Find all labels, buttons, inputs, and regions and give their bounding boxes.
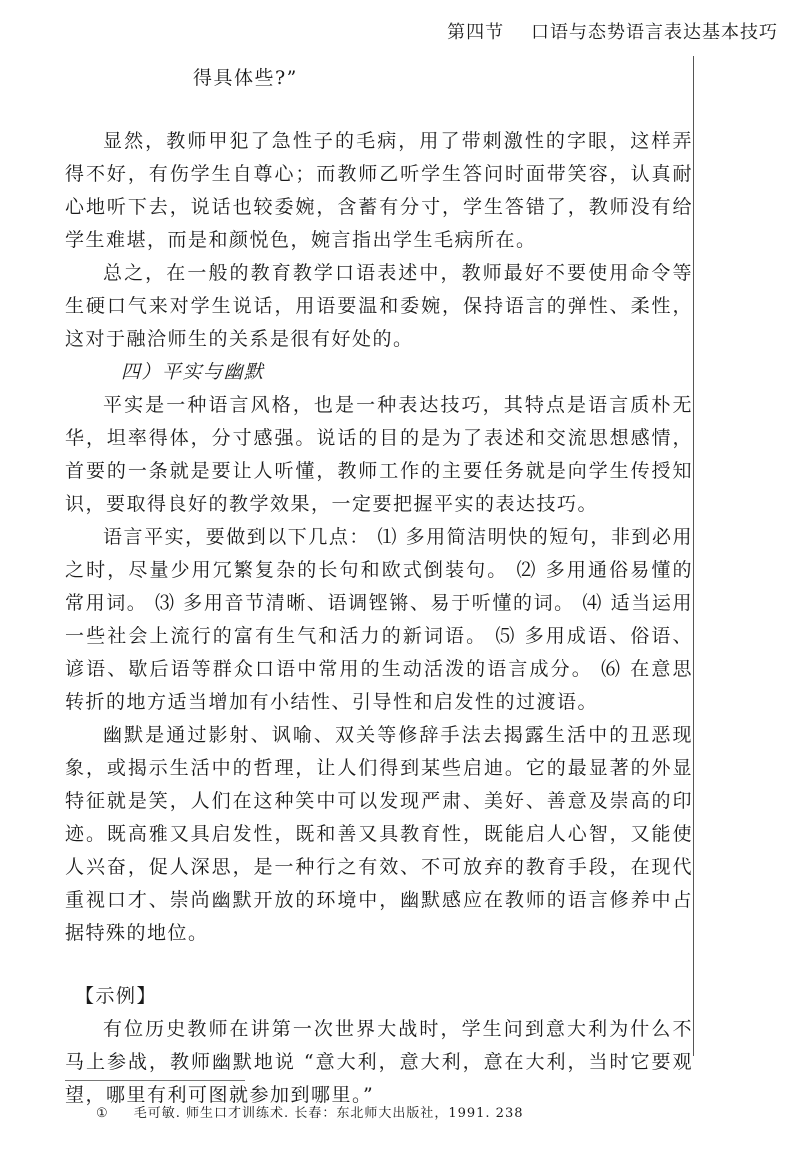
paragraph: 平实是一种语言风格，也是一种表达技巧，其特点是语言质朴无华，坦率得体，分寸感强。说话的目的是为了表述和交流思想感情，首要的一条就是要让人听懂，教师工作的主要任务就是向学生传授知识，要取得良好的教学效果，一定要把握平实的表达技巧。 xyxy=(65,394,693,515)
example-label: 【示例】 xyxy=(75,985,158,1007)
section-subheading: 四）平实与幽默 xyxy=(121,361,265,383)
spacer xyxy=(65,95,693,125)
header-title: 口语与态势语言表达基本技巧 xyxy=(531,22,778,43)
spacer xyxy=(65,950,693,980)
footnote-divider xyxy=(65,1080,245,1081)
paragraph: 语言平实，要做到以下几点： ⑴ 多用简洁明快的短句，非到必用之时，尽量少用冗繁复杂的长句和欧式倒装句。 ⑵ 多用通俗易懂的常用词。 ⑶ 多用音节清晰、语调铿锵、易于听懂的词。 ⑷ 适当运用一些社会上流行的富有生气和活力的新词语。 ⑸ 多用成语、俗语、谚语、歇后语等群众口语中常用的生动活泼的语言成分。 ⑹ 在意思转折的地方适当增加有小结性、引导性和启发性的过渡语。 xyxy=(65,526,693,713)
quote-tail: 得具体些?” xyxy=(193,67,298,89)
page-body xyxy=(65,62,693,1112)
example-paragraph: 有位历史教师在讲第一次世界大战时，学生问到意大利为什么不马上参战，教师幽默地说 “意大利，意大利，意在大利，当时它要观望，哪里有利可图就参加到哪里。” xyxy=(65,1018,693,1106)
right-margin-rule xyxy=(693,56,694,1056)
paragraph: 显然，教师甲犯了急性子的毛病，用了带刺激性的字眼，这样弄得不好，有伤学生自尊心；而教师乙听学生答问时面带笑容，认真耐心地听下去，说话也较委婉，含蓄有分寸，学生答错了，教师没有给学生难堪，而是和颜悦色，婉言指出学生毛病所在。 xyxy=(65,130,693,251)
footnote xyxy=(96,1102,524,1121)
paragraph: 总之，在一般的教育教学口语表述中，教师最好不要使用命令等生硬口气来对学生说话，用语要温和委婉，保持语言的弹性、柔性，这对于融洽师生的关系是很有好处的。 xyxy=(65,262,693,350)
header-section: 第四节 xyxy=(447,22,505,43)
running-header xyxy=(447,18,778,44)
footnote-mark: ① xyxy=(96,1106,109,1121)
paragraph: 幽默是通过影射、讽喻、双关等修辞手法去揭露生活中的丑恶现象，或揭示生活中的哲理，让人们得到某些启迪。它的最显著的外显特征就是笑，人们在这种笑中可以发现严肃、美好、善意及崇高的印迹。既高雅又具启发性，既和善又具教育性，既能启人心智，又能使人兴奋，促人深思，是一种行之有效、不可放弃的教育手段，在现代重视口才、崇尚幽默开放的环境中，幽默感应在教师的语言修养中占据特殊的地位。 xyxy=(65,724,693,944)
footnote-text: 毛可敏. 师生口才训练术. 长春：东北师大出版社，1991. 238 xyxy=(133,1106,524,1121)
